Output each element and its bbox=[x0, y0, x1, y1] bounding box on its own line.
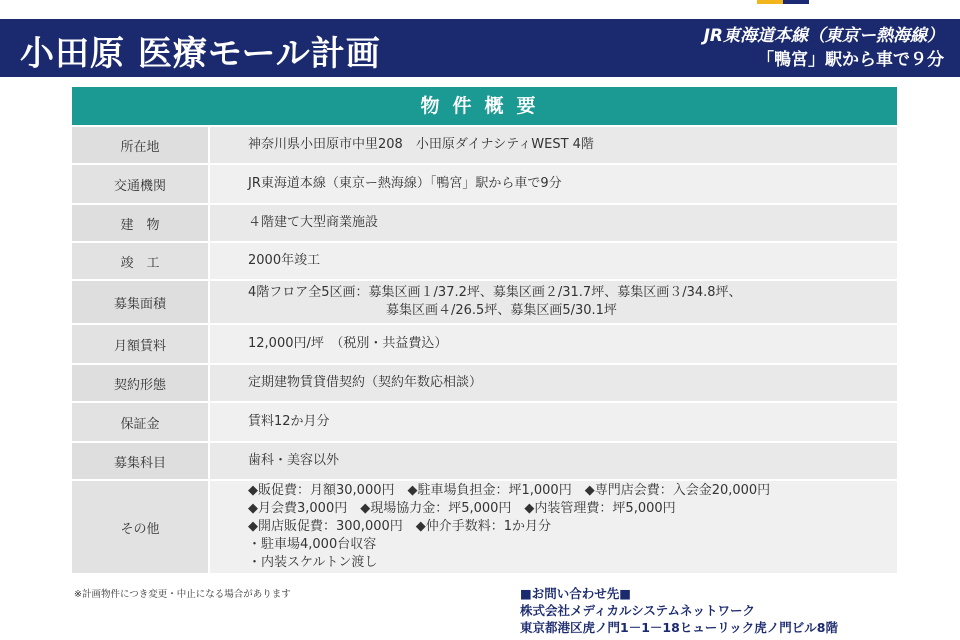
access-time: 「鴨宮」駅から車で９分 bbox=[757, 50, 944, 70]
row-value bbox=[208, 481, 897, 573]
row-value-line: ◆販促費：月額30,000円 ◆駐車場負担金：坪1,000円 ◆専門店会費：入会金20,000円 bbox=[248, 483, 771, 498]
property-overview-table bbox=[72, 87, 897, 573]
row-label: 募集科目 bbox=[72, 443, 208, 479]
table-row bbox=[72, 125, 897, 163]
row-label: 契約形態 bbox=[72, 365, 208, 401]
row-value-line: 4階フロア全5区画：募集区画１/37.2坪、募集区画２/31.7坪、募集区画３/34.8坪、 bbox=[248, 285, 742, 300]
table-row bbox=[72, 203, 897, 241]
contact-company: 株式会社メディカルシステムネットワーク bbox=[520, 603, 755, 618]
row-label: 月額賃料 bbox=[72, 325, 208, 363]
row-value bbox=[208, 281, 897, 323]
row-value bbox=[208, 243, 897, 279]
row-value-line: 歯科・美容以外 bbox=[248, 453, 340, 468]
row-value-line: 2000年竣工 bbox=[248, 253, 321, 268]
row-value bbox=[208, 127, 897, 163]
row-value bbox=[208, 325, 897, 363]
row-value-line: ・駐車場4,000台収容 bbox=[248, 537, 377, 552]
row-value-line: 定期建物賃貸借契約（契約年数応相談） bbox=[248, 375, 483, 390]
row-label: 建 物 bbox=[72, 205, 208, 241]
page-title: 小田原 医療モール計画 bbox=[20, 34, 381, 74]
row-value-line: 賃料12か月分 bbox=[248, 414, 330, 429]
table-row bbox=[72, 323, 897, 363]
row-label: 募集面積 bbox=[72, 281, 208, 323]
row-label: その他 bbox=[72, 481, 208, 573]
table-row bbox=[72, 363, 897, 401]
row-value-line: ◆月会費3,000円 ◆現場協力金：坪5,000円 ◆内装管理費：坪5,000円 bbox=[248, 501, 676, 516]
row-value-line: ◆開店販促費：300,000円 ◆仲介手数料：1か月分 bbox=[248, 519, 552, 534]
table-row bbox=[72, 163, 897, 203]
access-summary bbox=[704, 24, 944, 72]
table-row bbox=[72, 401, 897, 441]
table-row bbox=[72, 241, 897, 279]
row-label: 竣 工 bbox=[72, 243, 208, 279]
row-value-line: ４階建て大型商業施設 bbox=[248, 215, 379, 230]
disclaimer-note: ※計画物件につき変更・中止になる場合があります bbox=[74, 589, 291, 600]
row-value-line: 募集区画４/26.5坪、募集区画5/30.1坪 bbox=[386, 303, 617, 318]
table-row bbox=[72, 479, 897, 573]
row-value bbox=[208, 443, 897, 479]
accent-bar bbox=[757, 0, 809, 4]
access-line: JR東海道本線（東京ー熱海線） bbox=[703, 26, 944, 46]
row-value bbox=[208, 205, 897, 241]
table-heading: 物件概要 bbox=[72, 87, 897, 125]
contact-address: 東京都港区虎ノ門1－1－18ヒューリック虎ノ門ビル8階 bbox=[520, 620, 838, 635]
accent-bar-gold bbox=[757, 0, 783, 4]
table-row bbox=[72, 279, 897, 323]
row-value bbox=[208, 403, 897, 441]
header-banner bbox=[0, 19, 960, 77]
row-value bbox=[208, 165, 897, 203]
accent-bar-navy bbox=[783, 0, 809, 4]
row-value-line: 神奈川県小田原市中里208 小田原ダイナシティWEST 4階 bbox=[248, 137, 594, 152]
row-value bbox=[208, 365, 897, 401]
row-value-line: 12,000円/坪 （税別・共益費込） bbox=[248, 336, 448, 351]
row-label: 保証金 bbox=[72, 403, 208, 441]
row-label: 所在地 bbox=[72, 127, 208, 163]
contact-block bbox=[520, 585, 838, 636]
row-label: 交通機関 bbox=[72, 165, 208, 203]
row-value-line: JR東海道本線（東京ー熱海線）「鴨宮」駅から車で9分 bbox=[248, 176, 562, 191]
table-body bbox=[72, 125, 897, 573]
contact-heading: ■お問い合わせ先■ bbox=[520, 586, 632, 601]
row-value-line: ・内装スケルトン渡し bbox=[248, 555, 378, 570]
table-row bbox=[72, 441, 897, 479]
